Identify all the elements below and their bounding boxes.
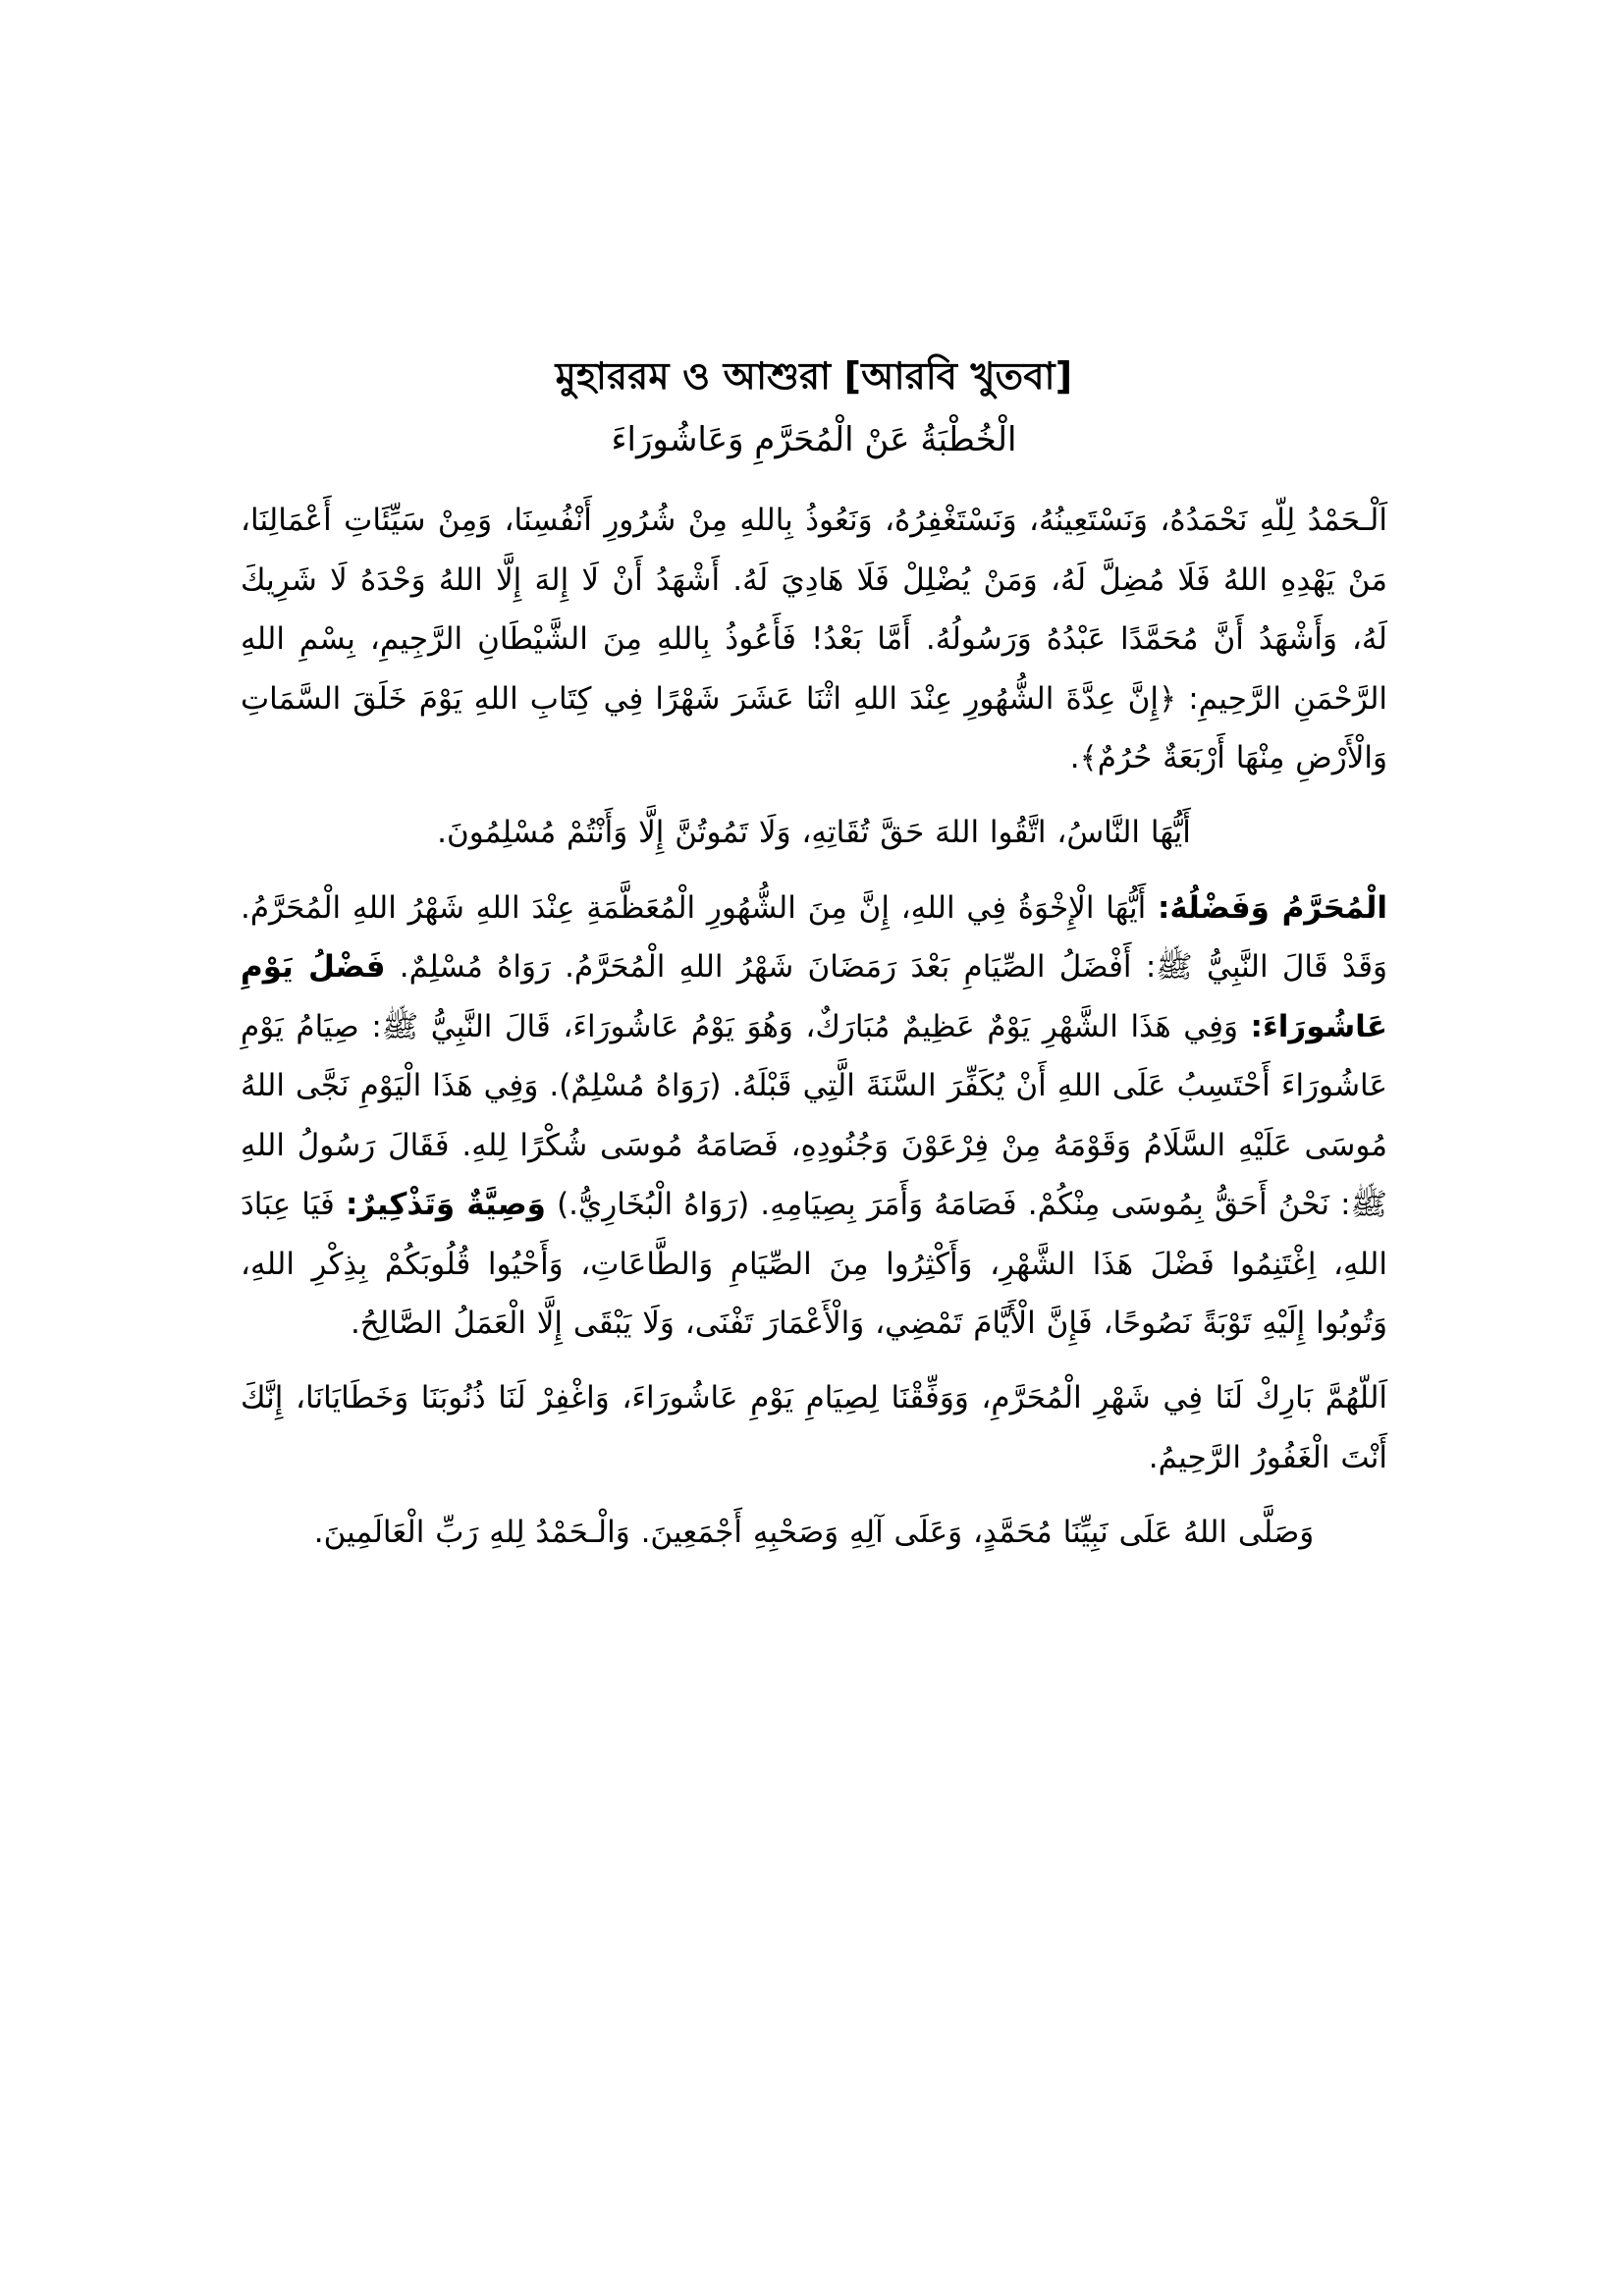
heading-muharram-fadl: الْمُحَرَّمُ وَفَضْلُهُ (1169, 889, 1387, 926)
section-muharram (241, 879, 1387, 1354)
paragraph-final-salawat: وَصَلَّى اللهُ عَلَى نَبِيِّنَا مُحَمَّدٍ، وَعَلَى آلِهِ وَصَحْبِهِ أَجْمَعِينَ. وَالْـحَمْدُ لِلهِ رَبِّ الْعَالَمِينَ. (313, 1515, 1315, 1551)
body-wasiyyah: فَيَا عِبَادَ اللهِ، اِغْتَنِمُوا فَضْلَ هَذَا الشَّهْرِ، وَأَكْثِرُوا مِنَ الصِّيَامِ وَالطَّاعَاتِ، وَأَحْيُوا قُلُوبَكُمْ بِذِكْرِ اللهِ، وَتُوبُوا إِلَيْهِ تَوْبَةً نَصُوحًا، فَإِنَّ الْأَيَّامَ تَمْضِي، وَالْأَعْمَارَ تَفْنَى، وَلَا يَبْقَى إِلَّا الْعَمَلُ الصَّالِحُ. (241, 1187, 1387, 1341)
heading-wasiyyah: وَصِيَّةٌ وَتَذْكِيرٌ (357, 1187, 546, 1223)
heading-ashura-fadl: فَضْلُ يَوْمِ عَاشُورَاءَ (241, 949, 1387, 1044)
heading-muharram-colon: : (1157, 889, 1170, 926)
heading-wasiyyah-colon: : (346, 1187, 358, 1223)
paragraph-taqwa-call: أَيُّهَا النَّاسُ، اتَّقُوا اللهَ حَقَّ تُقَاتِهِ، وَلَا تَمُوتُنَّ إِلَّا وَأَنْتُمْ مُسْلِمُونَ. (437, 815, 1191, 851)
page-subtitle: الْخُطْبَةُ عَنْ الْمُحَرَّمِ وَعَاشُورَاءَ (611, 420, 1017, 460)
paragraph-opening-khutbah: اَلْـحَمْدُ لِلّهِ نَحْمَدُهُ، وَنَسْتَعِينُهُ، وَنَسْتَغْفِرُهُ، وَنَعُوذُ بِاللهِ مِنْ شُرُورِ أَنْفُسِنَا، وَمِنْ سَيِّئَاتِ أَعْمَالِنَا، مَنْ يَهْدِهِ اللهُ فَلَا مُضِلَّ لَهُ، وَمَنْ يُضْلِلْ فَلَا هَادِيَ لَهُ. أَشْهَدُ أَنْ لَا إِلهَ إِلَّا اللهُ وَحْدَهُ لَا شَرِيكَ لَهُ، وَأَشْهَدُ أَنَّ مُحَمَّدًا عَبْدُهُ وَرَسُولُهُ. أَمَّا بَعْدُ! فَأَعُوذُ بِاللهِ مِنَ الشَّيْطَانِ الرَّجِيمِ، بِسْمِ اللهِ الرَّحْمَنِ الرَّحِيمِ: ﴿إِنَّ عِدَّةَ الشُّهُورِ عِنْدَ اللهِ اثْنَا عَشَرَ شَهْرًا فِي كِتَابِ اللهِ يَوْمَ خَلَقَ السَّمَاتِ وَالْأَرْضِ مِنْهَا أَرْبَعَةٌ حُرُمٌ﴾. (241, 503, 1387, 776)
body-muharram-part1: أَيُّهَا الْإِخْوَةُ فِي اللهِ، إِنَّ مِنَ الشُّهُورِ الْمُعَظَّمَةِ عِنْدَ اللهِ شَهْرُ اللهِ الْمُحَرَّمُ. وَقَدْ قَالَ النَّبِيُّ ﷺ: أَفْضَلُ الصِّيَامِ بَعْدَ رَمَضَانَ شَهْرُ اللهِ الْمُحَرَّمُ. رَوَاهُ مُسْلِمٌ. (241, 889, 1387, 986)
page-title: মুহাররম ও আশুরা [আরবি খুতবা] (555, 354, 1073, 398)
heading-ashura-colon: : (1250, 1008, 1263, 1044)
paragraph-closing-dua: اَللّهُمَّ بَارِكْ لَنَا فِي شَهْرِ الْمُحَرَّمِ، وَوَفِّقْنَا لِصِيَامِ يَوْمِ عَاشُورَاءَ، وَاغْفِرْ لَنَا ذُنُوبَنَا وَخَطَايَانَا، إِنَّكَ أَنْتَ الْغَفُورُ الرَّحِيمُ. (241, 1380, 1387, 1475)
body-muharram-part2: وَفِي هَذَا الشَّهْرِ يَوْمٌ عَظِيمٌ مُبَارَكٌ، وَهُوَ يَوْمُ عَاشُورَاءَ، قَالَ النَّبِيُّ ﷺ: صِيَامُ يَوْمِ عَاشُورَاءَ أَحْتَسِبُ عَلَى اللهِ أَنْ يُكَفِّرَ السَّنَةَ الَّتِي قَبْلَهُ. (رَوَاهُ مُسْلِمٌ). وَفِي هَذَا الْيَوْمِ نَجَّى اللهُ مُوسَى عَلَيْهِ السَّلَامُ وَقَوْمَهُ مِنْ فِرْعَوْنَ وَجُنُودِهِ، فَصَامَهُ مُوسَى شُكْرًا لِلهِ. فَقَالَ رَسُولُ اللهِ ﷺ: نَحْنُ أَحَقُّ بِمُوسَى مِنْكُمْ. فَصَامَهُ وَأَمَرَ بِصِيَامِهِ. (رَوَاهُ الْبُخَارِيُّ.) (241, 1008, 1387, 1223)
document-content (241, 351, 1387, 1578)
